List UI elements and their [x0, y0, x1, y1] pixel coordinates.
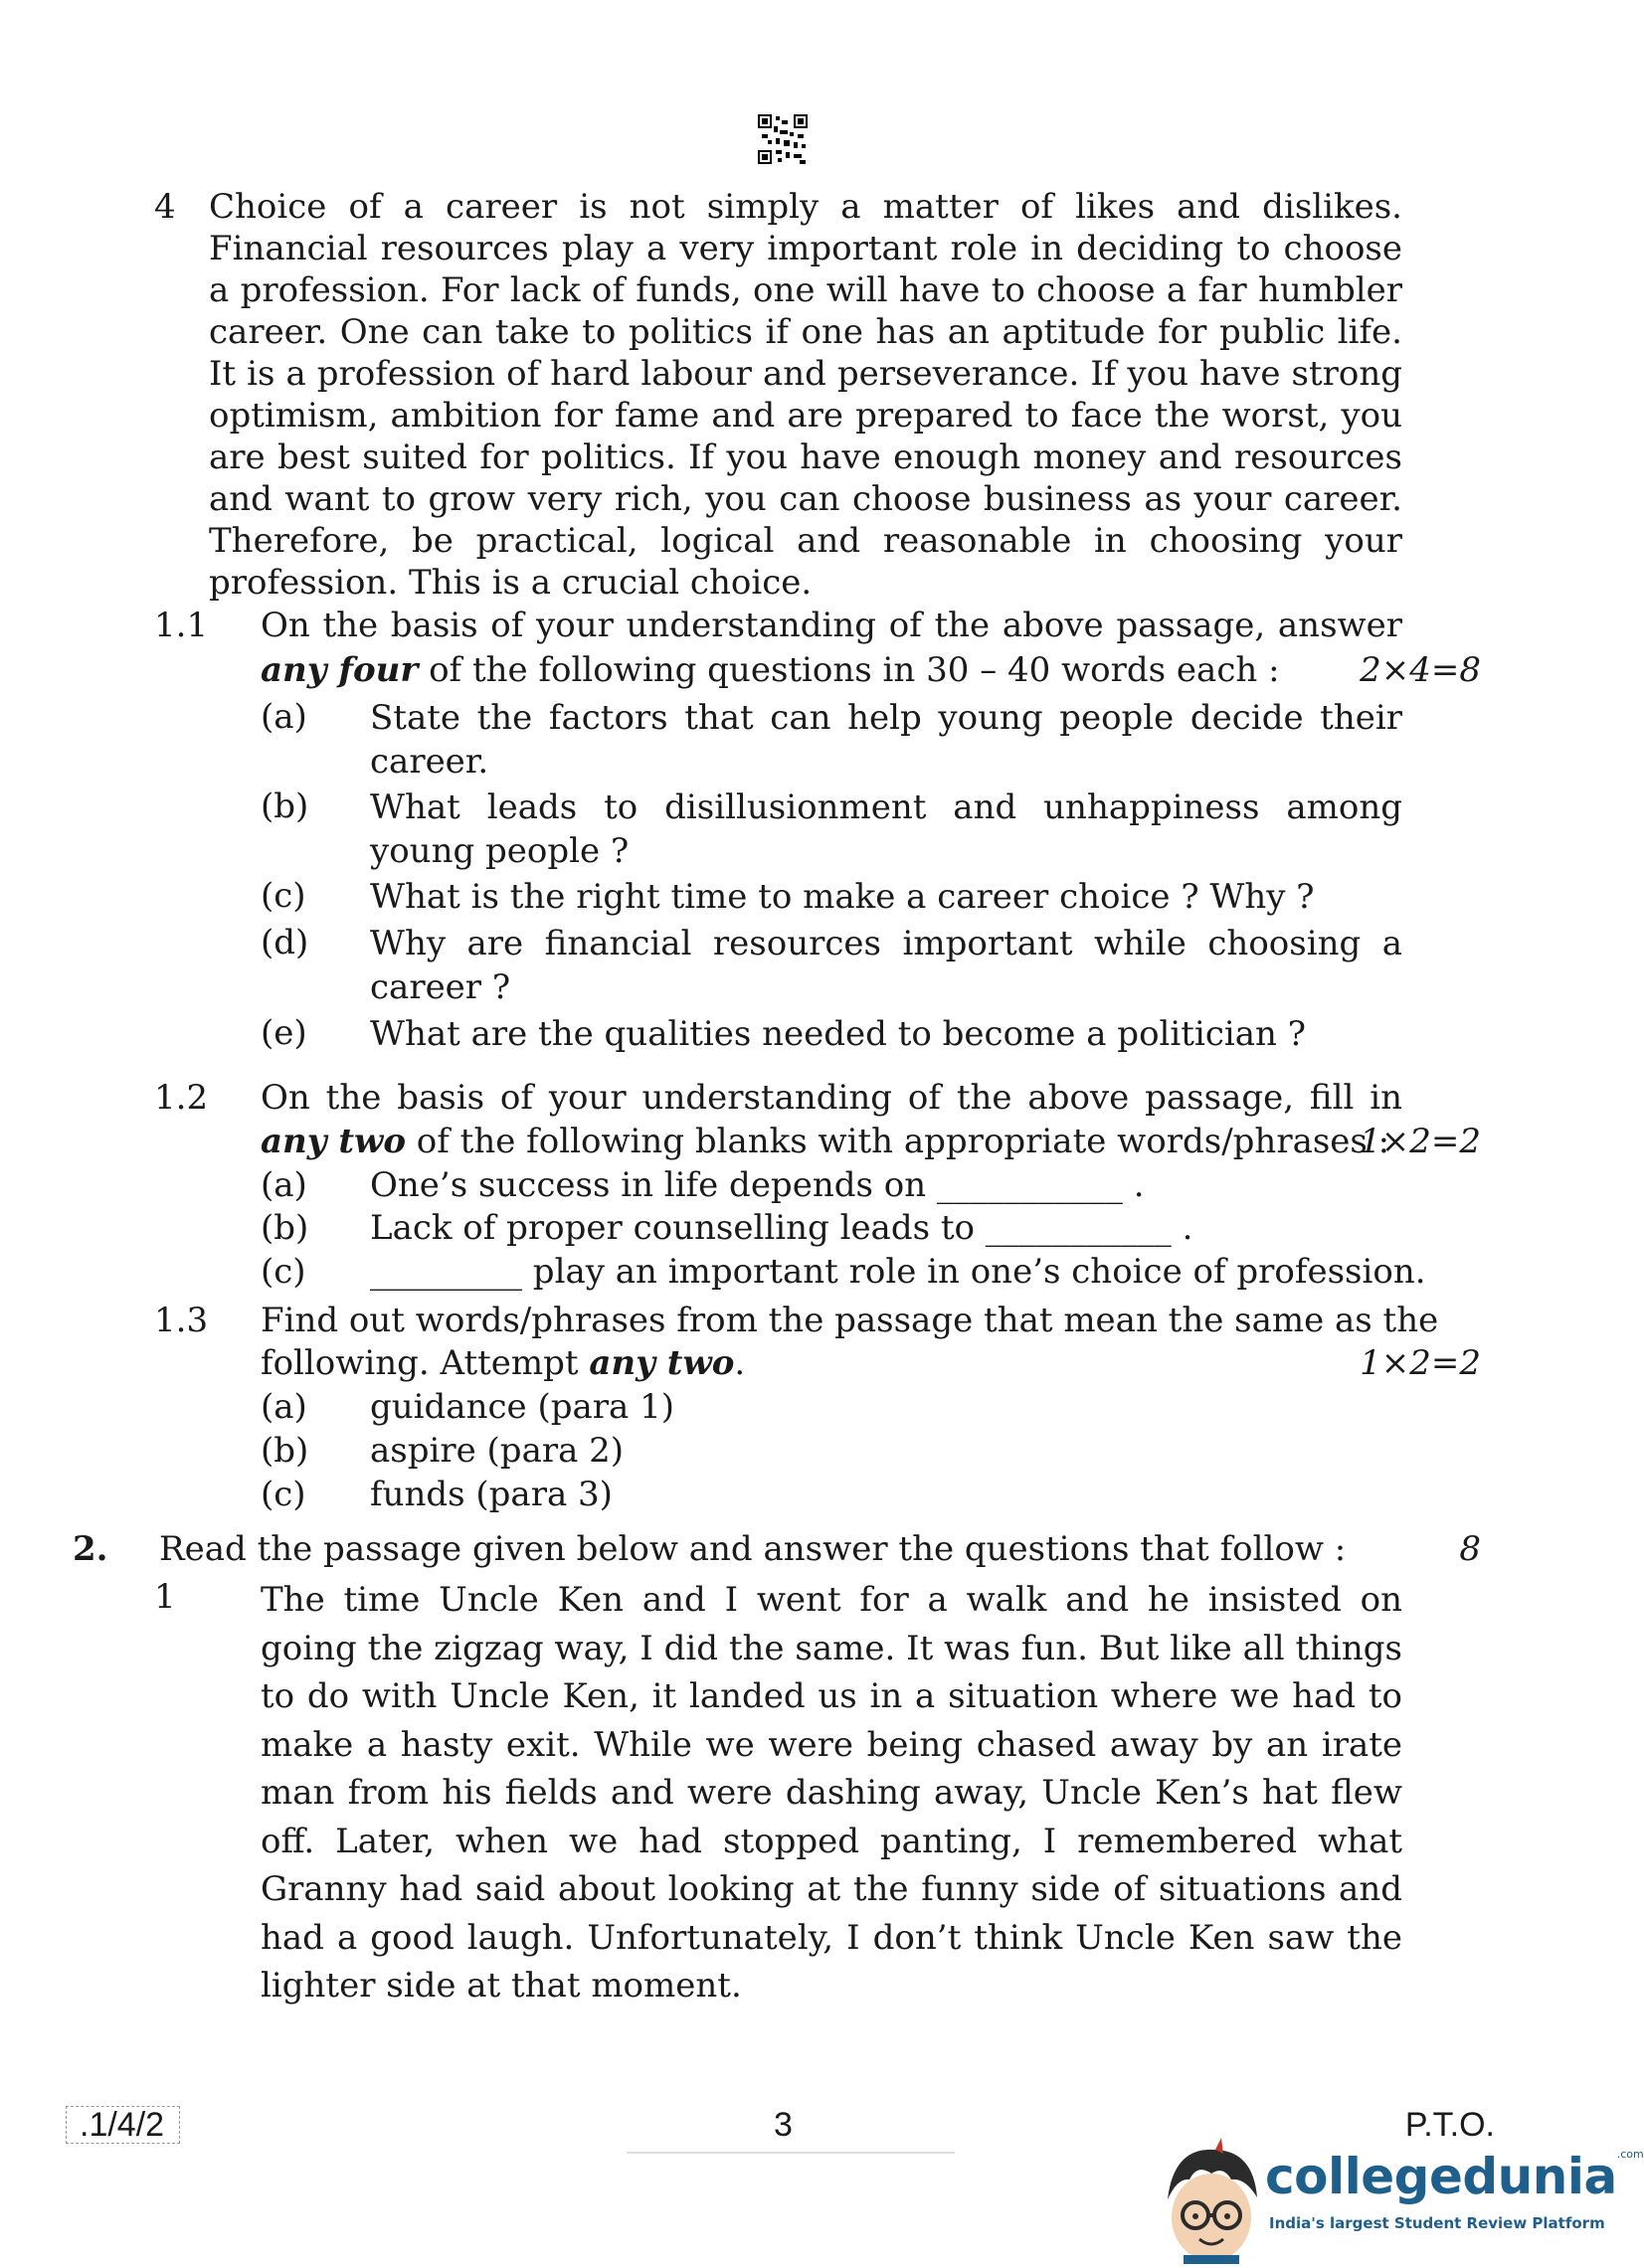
- option-letter: (c): [261, 1475, 306, 1514]
- emphasis: any two: [261, 1122, 406, 1161]
- option-text: What leads to disillusionment and unhappiness among young people ?: [370, 787, 1402, 871]
- option-text: What is the right time to make a career choice ? Why ?: [370, 877, 1315, 917]
- option-text: _________ play an important role in one’s choice of profession.: [370, 1252, 1426, 1292]
- mascot-logo-icon: [1154, 2140, 1268, 2264]
- option-letter: (a): [261, 697, 307, 737]
- passage-paragraph-1: The time Uncle Ken and I went for a walk and he insisted on going the zigzag way, I did the same. It was fun. But like all things to do with Uncle Ken, it landed us in a situation where we had to make a hasty exit. While we were being chased away by an irate man from his fields and were dashing away, Uncle Ken’s hat flew off. Later, when we had stopped panting, I remembered what Granny had said about looking at the funny side of situations and had a good laugh. Unfortunately, I don’t think Uncle Ken saw the lighter side at that moment.: [261, 1580, 1402, 2006]
- pto-label: P.T.O.: [1404, 2106, 1495, 2144]
- question-instruction: Read the passage given below and answer the questions that follow :: [159, 1529, 1347, 1569]
- question-number: 2.: [73, 1529, 108, 1569]
- marks-label: 8: [1459, 1529, 1481, 1569]
- paragraph-number: 1: [154, 1577, 176, 1617]
- option-letter: (b): [261, 786, 309, 826]
- brand-suffix: .com: [1616, 2148, 1644, 2161]
- question-prompt-line: [261, 1342, 745, 1384]
- question-prompt-line: On the basis of your understanding of the above passage, fill in: [261, 1078, 1402, 1118]
- marks-label: 2×4=8: [1360, 650, 1481, 690]
- brand-name: collegedunia: [1265, 2148, 1617, 2205]
- page-number: 3: [774, 2106, 793, 2144]
- option-text: What are the qualities needed to become a politician ?: [370, 1014, 1306, 1054]
- question-prompt-rest: of the following blanks with appropriate words/phrases :: [406, 1122, 1390, 1161]
- option-text: funds (para 3): [370, 1475, 613, 1514]
- question-prompt-rest: of the following questions in 30 – 40 words each :: [418, 650, 1280, 690]
- option-letter: (b): [261, 1208, 309, 1248]
- option-letter: (d): [261, 923, 309, 962]
- option-text: One’s success in life depends on ___________ .: [370, 1165, 1145, 1205]
- marks-label: 1×2=2: [1360, 1343, 1481, 1383]
- question-prompt-line: On the basis of your understanding of the above passage, answer: [261, 606, 1402, 645]
- option-text: Why are financial resources important while choosing a career ?: [370, 924, 1402, 1007]
- option-text: guidance (para 1): [370, 1387, 674, 1427]
- passage-paragraph-4: Choice of a career is not simply a matter of likes and dislikes. Financial resources play a very important role in deciding to choose a profession. For lack of funds, one will have to choose a far humbler career. One can take to politics if one has an aptitude for public life. It is a profession of hard labour and perseverance. If you have strong optimism, ambition for fame and are prepared to face the worst, you are best suited for politics. If you have enough money and resources and want to grow very rich, you can choose business as your career. Therefore, be practical, logical and reasonable in choosing your profession. This is a crucial choice.: [209, 187, 1402, 603]
- brand-tagline: India's largest Student Review Platform: [1269, 2214, 1605, 2232]
- question-number: 1.3: [154, 1301, 209, 1340]
- emphasis: any two: [589, 1343, 735, 1383]
- emphasis: any four: [261, 650, 419, 690]
- option-letter: (c): [261, 876, 306, 916]
- option-letter: (e): [261, 1013, 307, 1053]
- question-prompt-line: [261, 649, 1280, 691]
- option-letter: (a): [261, 1387, 307, 1427]
- marks-label: 1×2=2: [1360, 1122, 1481, 1161]
- paper-code: .1/4/2: [80, 2106, 165, 2144]
- footer-fine-line: [627, 2152, 955, 2154]
- question-number: 1.2: [154, 1078, 209, 1118]
- question-prompt-line: [261, 1121, 1389, 1162]
- question-prompt-line: Find out words/phrases from the passage that mean the same as the: [261, 1301, 1439, 1340]
- question-prompt-start: following. Attempt: [261, 1343, 590, 1383]
- option-letter: (c): [261, 1252, 306, 1292]
- option-text: Lack of proper counselling leads to ___________ .: [370, 1208, 1193, 1248]
- question-number: 1.1: [154, 606, 209, 645]
- question-prompt-end: .: [734, 1343, 746, 1383]
- paragraph-number: 4: [154, 187, 176, 227]
- option-text: aspire (para 2): [370, 1431, 625, 1471]
- option-text: State the factors that can help young people decide their career.: [370, 698, 1402, 782]
- brand-wordmark: [1265, 2148, 1644, 2205]
- option-letter: (a): [261, 1165, 307, 1205]
- option-letter: (b): [261, 1431, 309, 1471]
- qr-code: [758, 114, 808, 164]
